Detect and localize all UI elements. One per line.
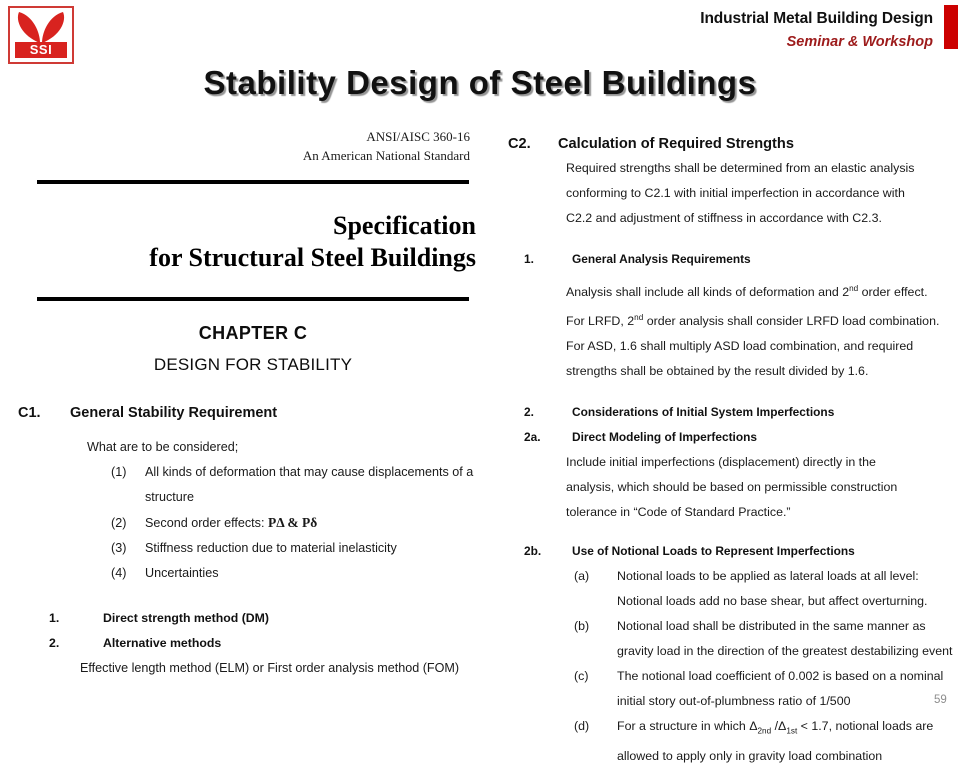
section-2b-heading	[508, 539, 960, 564]
item1-line-1-sup: nd	[849, 284, 859, 293]
chapter-subtitle: DESIGN FOR STABILITY	[153, 354, 353, 374]
item1-line-2	[508, 305, 960, 334]
c1-intro-text: What are to be considered;	[87, 439, 239, 454]
header-title-primary: Industrial Metal Building Design	[700, 10, 933, 27]
item2b-d-line2: allowed to apply only in gravity load combination	[617, 748, 883, 763]
item2b-b-line1	[508, 614, 960, 639]
c1-method-2-number: 2.	[49, 635, 60, 650]
item2a-body-line-1: Include initial imperfections (displacement) directly in the	[566, 455, 876, 470]
c1-methods-note: Effective length method (ELM) or First order analysis method (FOM)	[80, 660, 460, 675]
spec-standard-name: An American National Standard	[302, 147, 470, 163]
c1-item-3-label: (3)	[111, 540, 127, 555]
c2-body-line-1: Required strengths shall be determined from an elastic analysis	[566, 161, 915, 175]
ssi-logo	[8, 6, 74, 64]
item2b-d-text-post: < 1.7, notional loads are	[797, 719, 934, 734]
c1-item-2-text: Second order effects:	[145, 515, 268, 530]
c1-item-3	[18, 536, 488, 561]
item1-line-2-pre: For LRFD, 2	[566, 314, 635, 329]
spec-title-line2: for Structural Steel Buildings	[149, 243, 476, 273]
item1-line-1-post: order effect.	[858, 285, 928, 300]
item2b-d-label: (d)	[574, 719, 590, 734]
item1-line-4: strengths shall be obtained by the result divided by 1.6.	[566, 364, 869, 379]
section-2a-heading	[508, 425, 960, 450]
item2b-c-line2: initial story out-of-plumbness ratio of 1/500	[617, 694, 851, 709]
spec-cover-title	[18, 210, 488, 275]
item1-line-1	[508, 276, 960, 305]
section-c2-title: Calculation of Required Strengths	[558, 136, 794, 152]
logo-text: SSI	[15, 42, 67, 58]
item2b-d-text-pre: For a structure in which Δ	[617, 719, 758, 734]
item2a-body-line-3: tolerance in “Code of Standard Practice.”	[566, 505, 791, 520]
c1-item-4	[18, 561, 488, 586]
section-2-heading	[508, 400, 960, 425]
left-content-column	[18, 128, 488, 698]
section-c1-heading	[18, 405, 488, 421]
c2-body-line-2: conforming to C2.1 with initial imperfection in accordance with	[566, 186, 905, 200]
item2b-d-sub2: 1st	[786, 726, 798, 736]
spec-title-line1: Specification	[333, 210, 476, 240]
item2b-b-label: (b)	[574, 619, 590, 634]
c1-method-1	[18, 606, 488, 631]
section-2-number: 2.	[524, 405, 534, 420]
leaf-icon	[10, 10, 72, 44]
item1-line-2-post: order analysis shall consider LRFD load combination.	[643, 314, 940, 329]
c1-item-2-symbols: PΔ & Pδ	[267, 514, 318, 530]
c1-method-2	[18, 631, 488, 656]
section-1-number: 1.	[524, 252, 534, 266]
c2-body-line-3: C2.2 and adjustment of stiffness in accordance with C2.3.	[566, 211, 882, 225]
section-c2-number: C2.	[508, 136, 531, 152]
section-c1-number: C1.	[18, 404, 41, 421]
item2b-c-text1: The notional load coefficient of 0.002 is based on a nominal	[617, 669, 944, 684]
section-2b-title: Use of Notional Loads to Represent Imperfections	[572, 544, 855, 559]
item2b-a-line2: Notional loads add no base shear, but affect overturning.	[617, 594, 928, 609]
spec-standard-code: ANSI/AISC 360-16	[366, 129, 470, 144]
c1-item-3-text: Stiffness reduction due to material inelasticity	[145, 540, 397, 555]
c1-method-2-label: Alternative methods	[103, 635, 222, 650]
c1-item-1-text: All kinds of deformation that may cause displacements of a	[145, 464, 474, 479]
item2b-d-sub1: 2nd	[757, 726, 772, 736]
c1-item-4-label: (4)	[111, 565, 127, 580]
c1-item-1-line1	[18, 460, 488, 485]
chapter-heading: CHAPTER C	[198, 322, 308, 343]
right-content-column	[508, 136, 960, 769]
item2b-b-text1: Notional load shall be distributed in the same manner as	[617, 619, 926, 634]
section-1-title: General Analysis Requirements	[572, 252, 751, 266]
section-2a-number: 2a.	[524, 430, 541, 445]
c1-method-1-label: Direct strength method (DM)	[103, 610, 270, 625]
item2b-a-line1	[508, 564, 960, 589]
item2b-c-line1	[508, 664, 960, 689]
c1-item-4-text: Uncertainties	[145, 565, 219, 580]
item1-line-2-sup: nd	[634, 313, 644, 323]
section-c2-heading	[508, 136, 960, 152]
item1-line-3: For ASD, 1.6 shall multiply ASD load combination, and required	[566, 339, 914, 354]
spec-divider-top	[37, 180, 469, 184]
item2b-d-line1	[508, 714, 960, 743]
section-c1-title: General Stability Requirement	[70, 404, 278, 421]
item2b-b-line2: gravity load in the direction of the greatest destabilizing event	[617, 644, 953, 659]
item2a-body-line-2: analysis, which should be based on permissible construction	[566, 480, 898, 495]
c1-item-1-label: (1)	[111, 464, 127, 479]
section-2b-number: 2b.	[524, 544, 542, 559]
page-title: Stability Design of Steel Buildings	[203, 64, 757, 101]
c1-item-2-label: (2)	[111, 515, 127, 530]
c1-method-1-number: 1.	[49, 610, 60, 625]
section-2-title: Considerations of Initial System Imperfections	[572, 405, 835, 420]
c1-item-1-line2: structure	[145, 489, 194, 504]
page-number: 59	[934, 694, 947, 706]
header-title-secondary: Seminar & Workshop	[786, 34, 933, 50]
header-accent-bar	[944, 5, 958, 49]
c1-item-2	[18, 510, 488, 536]
item2b-d-text-mid: /Δ	[771, 719, 787, 734]
section-2a-title: Direct Modeling of Imperfections	[572, 430, 757, 445]
item1-line-1-pre: Analysis shall include all kinds of deformation and 2	[566, 285, 850, 300]
spec-standard-block	[18, 128, 488, 166]
spec-divider-bottom	[37, 297, 469, 301]
item2b-c-label: (c)	[574, 669, 589, 684]
item2b-a-label: (a)	[574, 569, 590, 584]
item2b-a-text1: Notional loads to be applied as lateral loads at all level:	[617, 569, 919, 584]
section-1-heading	[508, 247, 960, 272]
